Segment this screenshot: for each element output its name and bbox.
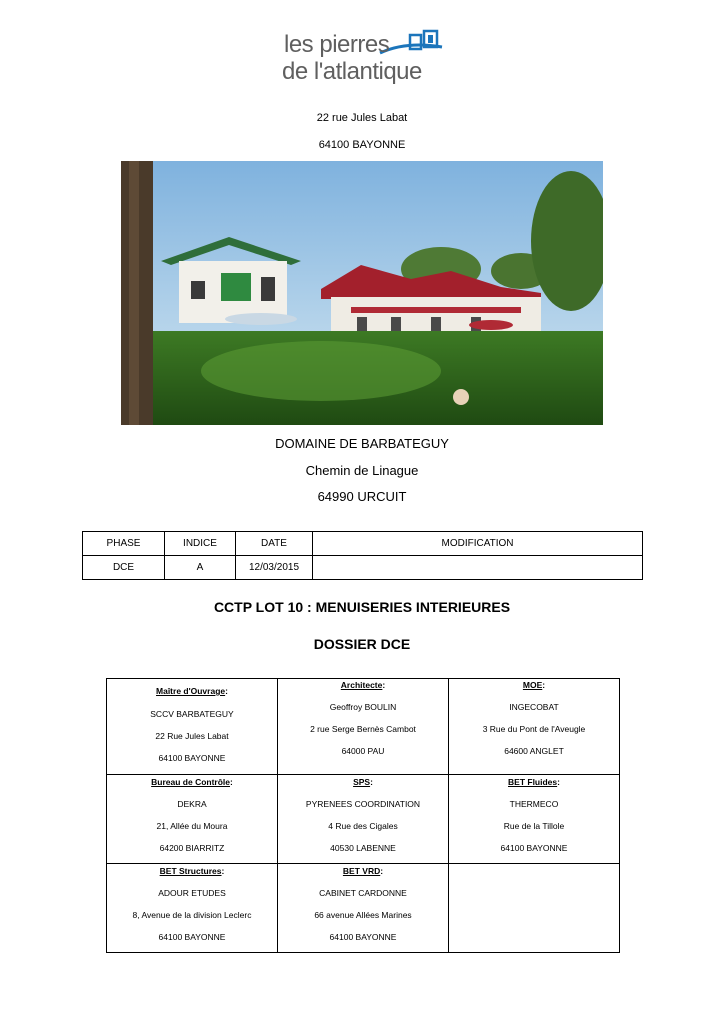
actor-cell: BET Structures: ADOUR ETUDES 8, Avenue de la division Leclerc 64100 BAYONNE [107,864,278,953]
actor-role: BET Fluides [508,777,558,787]
logo-text-line2: de l'atlantique [282,58,422,85]
project-street: Chemin de Linague [305,463,419,478]
actor-role: MOE [522,680,543,690]
header-modification: MODIFICATION [313,532,643,556]
company-logo [276,27,454,91]
actors-table [106,678,620,953]
actor-line: ADOUR ETUDES [158,888,226,898]
actor-cell-empty [449,864,620,953]
actor-cell: SPS: PYRENEES COORDINATION 4 Rue des Cigales 40530 LABENNE [278,775,449,864]
actor-line: 64100 BAYONNE [158,932,226,942]
header-indice: INDICE [165,532,236,556]
actor-line: 22 Rue Jules Labat [155,731,229,741]
company-address-city: 64100 BAYONNE [318,139,406,151]
actor-cell: Bureau de Contrôle: DEKRA 21, Allée du Moura 64200 BIARRITZ [107,775,278,864]
project-rendering-image [121,161,603,425]
actor-line: Rue de la Tillole [503,821,565,831]
actor-role: Architecte [340,680,383,690]
project-name: DOMAINE DE BARBATEGUY [275,436,449,451]
actors-row [107,679,620,775]
company-address-street: 22 rue Jules Labat [316,112,408,124]
actor-line: PYRENEES COORDINATION [305,799,421,809]
actor-line: INGECOBAT [509,702,559,712]
phase-table [82,531,643,580]
actor-line: 3 Rue du Pont de l'Aveugle [482,724,586,734]
actor-line: 4 Rue des Cigales [328,821,398,831]
actor-line: THERMECO [509,799,559,809]
actor-line: 64000 PAU [341,746,385,756]
actor-line: 40530 LABENNE [330,843,396,853]
actor-line: SCCV BARBATEGUY [150,709,234,719]
actor-line: 8, Avenue de la division Leclerc [132,910,252,920]
actor-cell: BET Fluides: THERMECO Rue de la Tillole 64100 BAYONNE [449,775,620,864]
actor-line: 21, Allée du Moura [156,821,228,831]
actor-line: CABINET CARDONNE [319,888,407,898]
actor-role: BET VRD [342,866,381,876]
actor-line: 64100 BAYONNE [158,753,226,763]
actor-line: Geoffroy BOULIN [329,702,397,712]
actor-line: 66 avenue Allées Marines [314,910,412,920]
header-phase: PHASE [83,532,165,556]
actor-cell: Maître d'Ouvrage: SCCV BARBATEGUY 22 Rue Jules Labat 64100 BAYONNE [107,679,278,775]
actor-role: Bureau de Contrôle [151,777,231,787]
actor-line: 64100 BAYONNE [500,843,568,853]
actor-role: SPS [353,777,371,787]
document-title: CCTP LOT 10 : MENUISERIES INTERIEURES [213,599,511,615]
actor-role: BET Structures [159,866,222,876]
header-date: DATE [236,532,313,556]
actor-role: Maître d'Ouvrage [156,686,226,696]
project-city: 64990 URCUIT [317,489,407,504]
actor-line: 64600 ANGLET [504,746,564,756]
actor-line: 2 rue Serge Bernès Cambot [310,724,416,734]
actors-row [107,775,620,864]
document-subtitle: DOSSIER DCE [313,636,411,652]
phase-table-row [83,556,643,580]
cell-indice: A [165,556,236,580]
phase-table-header-row [83,532,643,556]
cell-phase: DCE [83,556,165,580]
logo-text-line1: les pierres [284,31,390,58]
actor-line: DEKRA [177,799,207,809]
actor-cell: BET VRD: CABINET CARDONNE 66 avenue Allées Marines 64100 BAYONNE [278,864,449,953]
actor-line: 64200 BIARRITZ [159,843,225,853]
cell-date: 12/03/2015 [236,556,313,580]
actors-row [107,864,620,953]
actor-line: 64100 BAYONNE [329,932,397,942]
actor-cell: MOE: INGECOBAT 3 Rue du Pont de l'Aveugle 64600 ANGLET [449,679,620,775]
cell-modification [313,556,643,580]
actor-cell: Architecte: Geoffroy BOULIN 2 rue Serge Bernès Cambot 64000 PAU [278,679,449,775]
